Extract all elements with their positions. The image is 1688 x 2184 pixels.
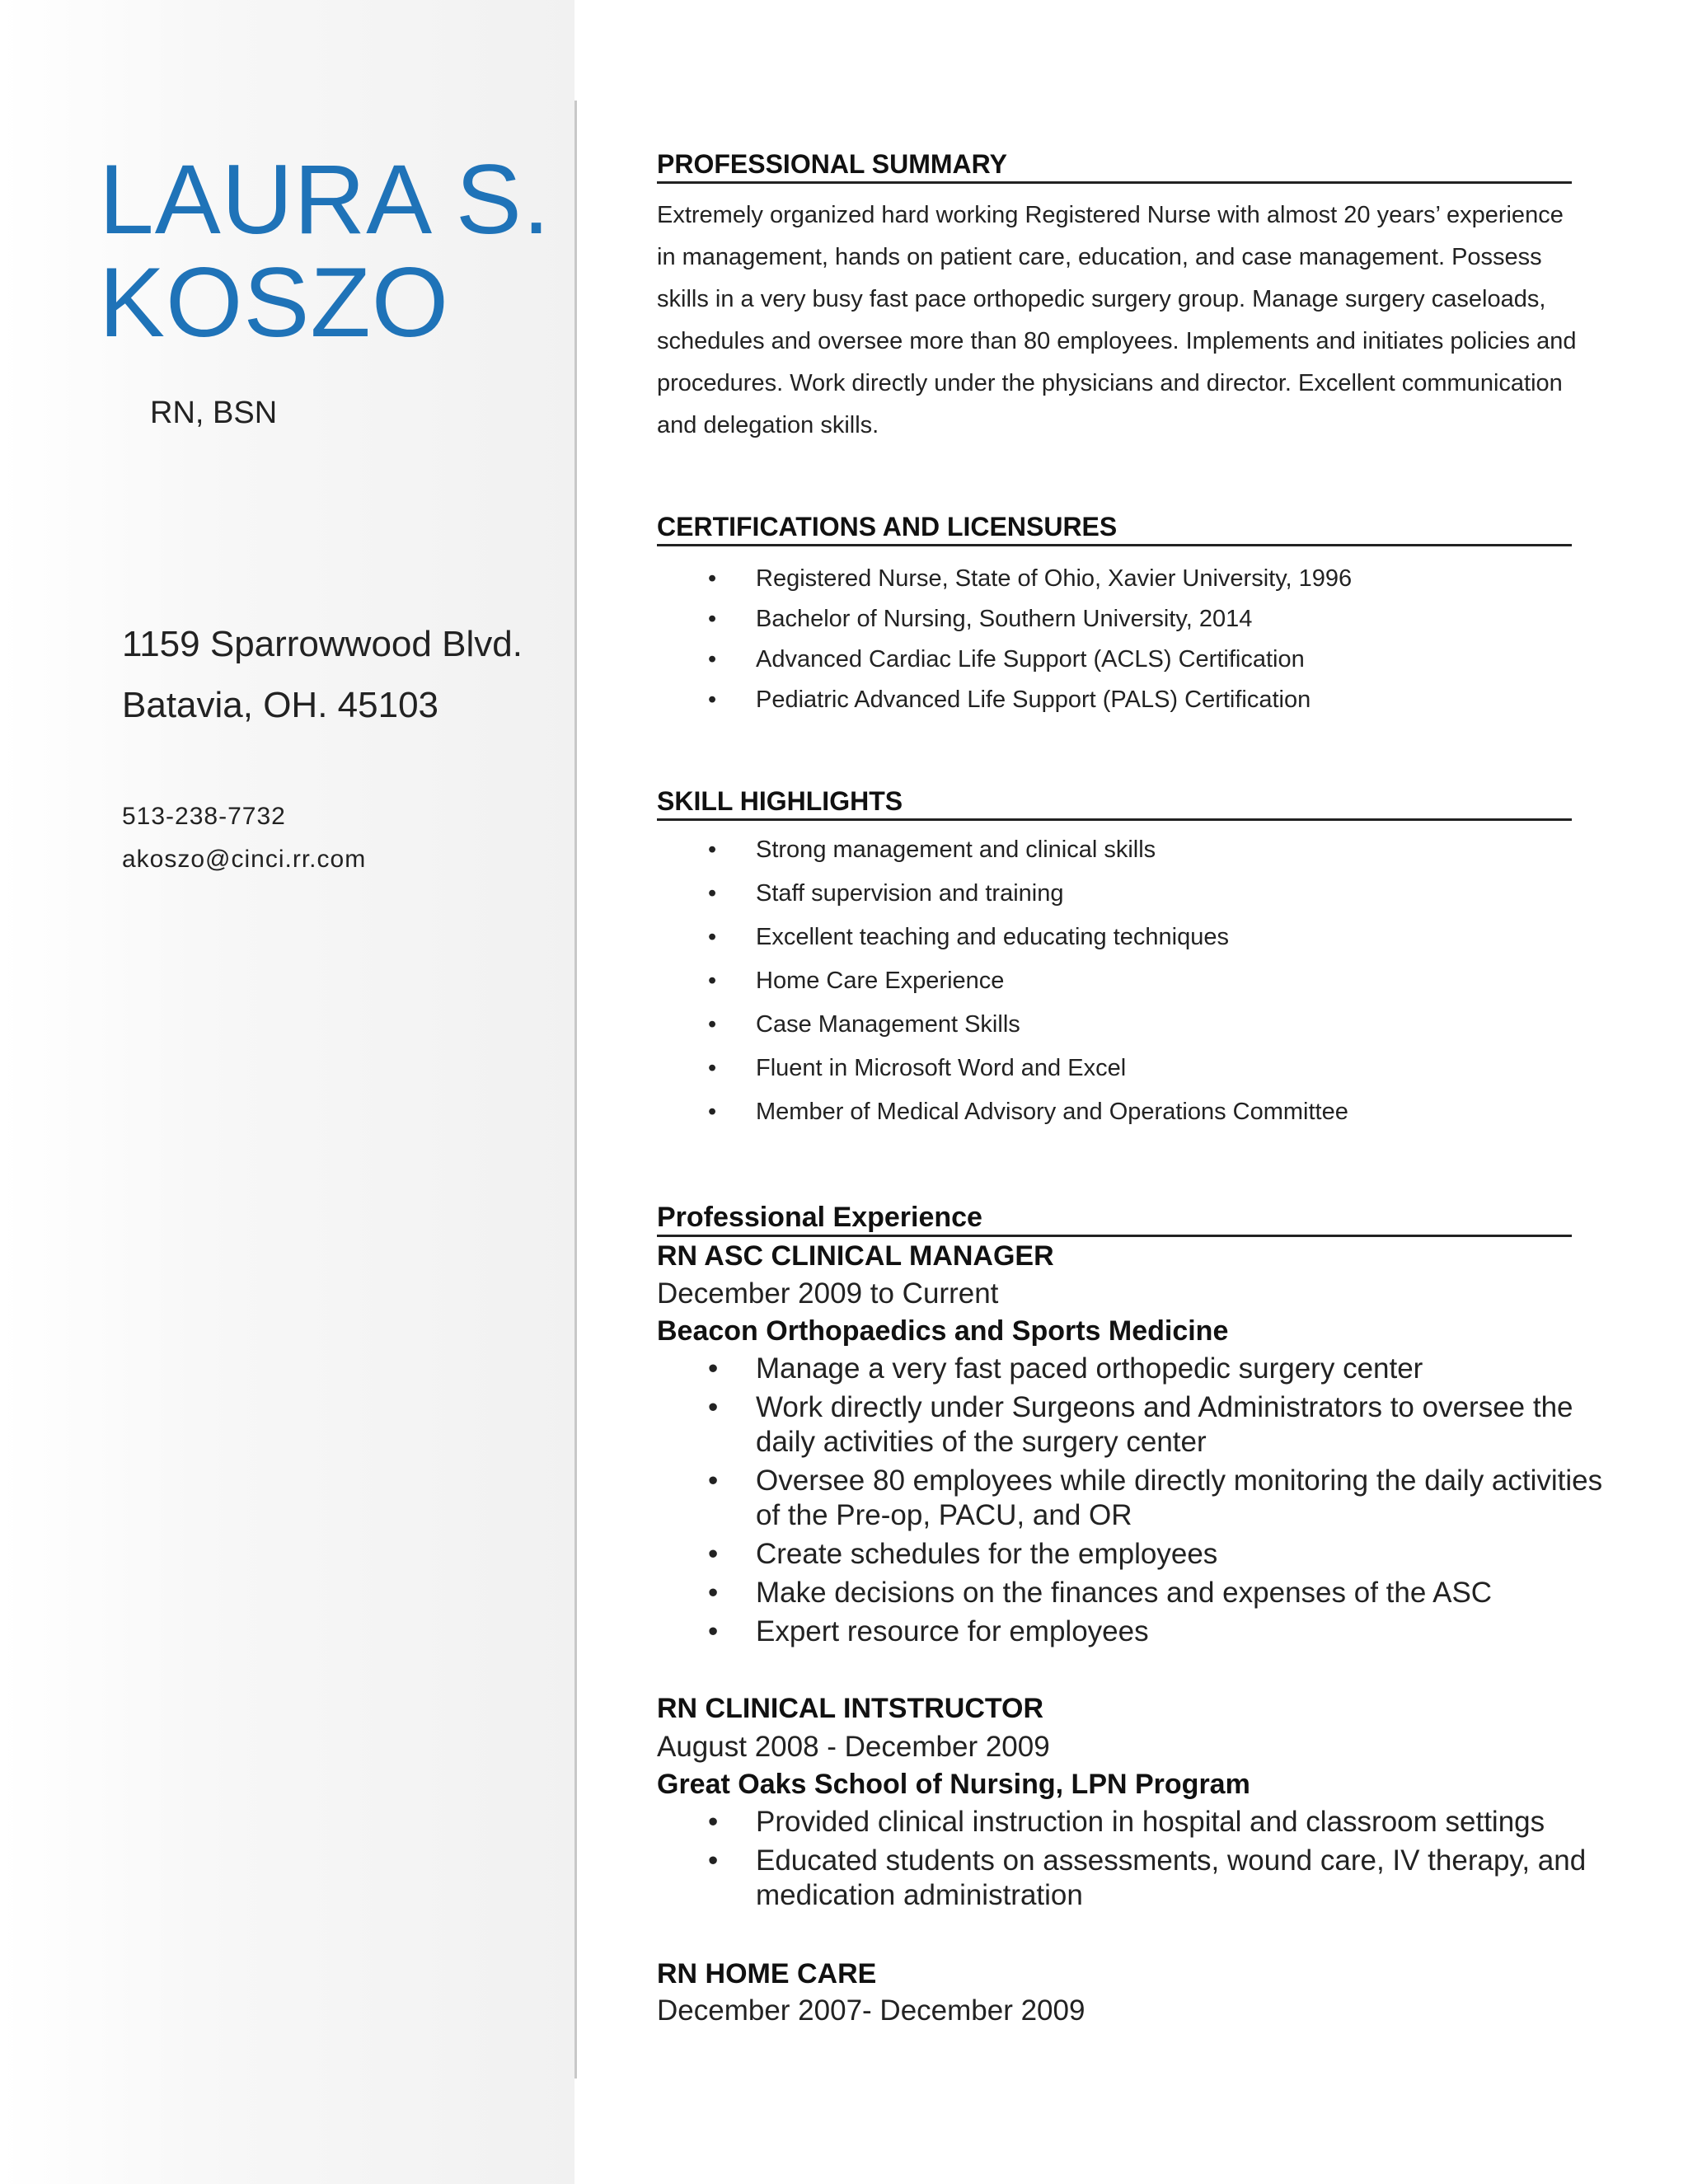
list-item: • Home Care Experience [657, 959, 1580, 1003]
skills-heading: SKILL HIGHLIGHTS [657, 785, 1572, 821]
list-item: • Excellent teaching and educating techniques [657, 916, 1580, 959]
job-duties-list [657, 1805, 1605, 1917]
email-address: akoszo@cinci.rr.com [122, 846, 367, 873]
bullet-icon: • [708, 880, 717, 907]
bullet-icon: • [708, 1615, 719, 1647]
bullet-icon: • [708, 837, 717, 863]
bullet-icon: • [708, 646, 717, 673]
bullet-icon: • [708, 1806, 719, 1838]
bullet-icon: • [708, 606, 717, 632]
job-company: Beacon Orthopaedics and Sports Medicine [657, 1315, 1229, 1347]
list-item: • Member of Medical Advisory and Operations Committee [657, 1090, 1580, 1134]
list-item: • Oversee 80 employees while directly monitoring the daily activities of the Pre-op, PACU, and OR [708, 1465, 1603, 1531]
list-item: • Create schedules for the employees [708, 1538, 1218, 1570]
address-line-1: 1159 Sparrowwood Blvd. [122, 624, 523, 664]
bullet-icon: • [708, 924, 717, 950]
list-item: • Educated students on assessments, wound care, IV therapy, and medication administration [708, 1844, 1587, 1911]
address [122, 614, 523, 736]
job-duties-list [657, 1352, 1605, 1653]
bullet-icon: • [708, 1577, 719, 1609]
address-line-2: Batavia, OH. 45103 [122, 685, 439, 725]
job-company: Great Oaks School of Nursing, LPN Program [657, 1769, 1250, 1800]
job-dates: August 2008 - December 2009 [657, 1731, 1050, 1763]
candidate-name [99, 144, 551, 358]
list-item: • Manage a very fast paced orthopedic surgery center [708, 1352, 1423, 1385]
list-item: • Staff supervision and training [657, 872, 1580, 916]
skills-list [657, 828, 1580, 1134]
sidebar [0, 0, 574, 2184]
bullet-icon: • [708, 1465, 719, 1497]
bullet-icon: • [708, 1055, 717, 1081]
bullet-icon: • [708, 1011, 717, 1038]
list-item: • Advanced Cardiac Life Support (ACLS) Certification [657, 640, 1580, 680]
job-dates: December 2009 to Current [657, 1277, 999, 1310]
job-title: RN ASC CLINICAL MANAGER [657, 1240, 1054, 1272]
job-title: RN CLINICAL INTSTRUCTOR [657, 1693, 1044, 1724]
bullet-icon: • [708, 1391, 719, 1423]
certifications-list [657, 559, 1580, 720]
experience-heading: Professional Experience [657, 1202, 1572, 1237]
summary-heading: PROFESSIONAL SUMMARY [657, 148, 1572, 184]
phone-number: 513-238-7732 [122, 803, 286, 830]
credentials: RN, BSN [150, 396, 278, 430]
bullet-icon: • [708, 565, 717, 592]
column-divider [574, 101, 577, 2079]
name-line-2: KOSZO [99, 247, 450, 358]
job-dates: December 2007- December 2009 [657, 1994, 1085, 2027]
name-line-1: LAURA S. [99, 144, 551, 255]
bullet-icon: • [708, 1352, 719, 1385]
list-item: • Pediatric Advanced Life Support (PALS) Certification [657, 680, 1580, 720]
list-item: • Expert resource for employees [708, 1615, 1149, 1647]
bullet-icon: • [708, 968, 717, 994]
list-item: • Provided clinical instruction in hospital and classroom settings [708, 1806, 1545, 1838]
list-item: • Strong management and clinical skills [657, 828, 1580, 872]
summary-text: Extremely organized hard working Registered Nurse with almost 20 years’ experience in management, hands on patient care, education, and case management. Possess skills in a very busy fast pace orthopedic surgery group. Manage surgery caseloads, schedules and oversee more than 80 employees. Implements and initiates policies and procedures. Work directly under the physicians and director. Excellent communication and delegation skills. [657, 202, 1577, 438]
list-item: • Bachelor of Nursing, Southern University, 2014 [657, 599, 1580, 640]
list-item: • Make decisions on the finances and expenses of the ASC [708, 1577, 1493, 1609]
list-item: • Registered Nurse, State of Ohio, Xavier University, 1996 [657, 559, 1580, 599]
list-item: • Fluent in Microsoft Word and Excel [657, 1047, 1580, 1090]
certifications-heading: CERTIFICATIONS AND LICENSURES [657, 511, 1572, 546]
list-item: • Work directly under Surgeons and Administrators to oversee the daily activities of the surgery center [708, 1391, 1573, 1458]
list-item: • Case Management Skills [657, 1003, 1580, 1047]
contact-info [122, 795, 366, 881]
bullet-icon: • [708, 687, 717, 713]
job-title: RN HOME CARE [657, 1958, 877, 1990]
bullet-icon: • [708, 1538, 719, 1570]
bullet-icon: • [708, 1099, 717, 1125]
bullet-icon: • [708, 1844, 719, 1877]
